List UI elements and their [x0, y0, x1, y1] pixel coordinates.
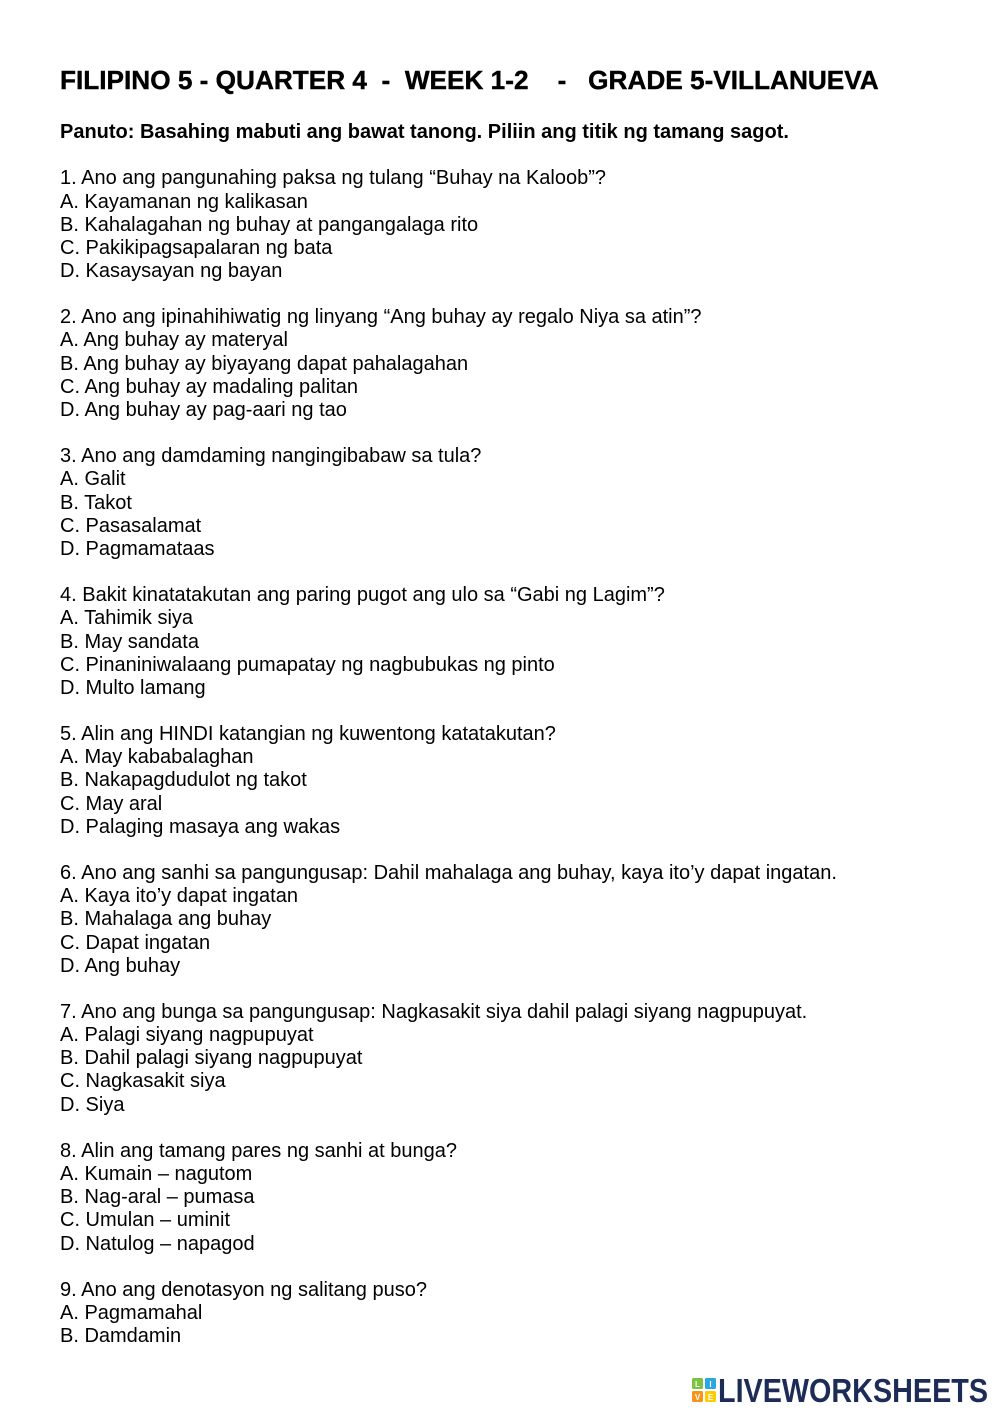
question-6-option-d[interactable]: D. Ang buhay — [60, 954, 181, 977]
worksheet-title: FILIPINO 5 - QUARTER 4 - WEEK 1-2 - GRADE 5-VILLANUEVA — [60, 65, 879, 95]
question-6 — [60, 862, 960, 978]
question-2-option-a[interactable]: A. Ang buhay ay materyal — [60, 329, 288, 352]
question-6-prompt: 6. Ano ang sanhi sa pangungusap: Dahil mahalaga ang buhay, kaya ito’y dapat ingatan. — [60, 862, 837, 885]
liveworksheets-logo[interactable] — [688, 1370, 992, 1408]
question-8 — [60, 1140, 960, 1256]
icon-letter-3: V — [694, 1392, 701, 1402]
question-3-option-a[interactable]: A. Galit — [60, 468, 126, 491]
question-5-option-b[interactable]: B. Nakapagdudulot ng takot — [60, 769, 307, 792]
question-7-option-a[interactable]: A. Palagi siyang nagpupuyat — [60, 1024, 314, 1047]
question-2-option-d[interactable]: D. Ang buhay ay pag-aari ng tao — [60, 398, 347, 421]
question-5-option-c[interactable]: C. May aral — [60, 792, 163, 815]
question-2-option-b[interactable]: B. Ang buhay ay biyayang dapat pahalagahan — [60, 352, 469, 375]
question-4-option-a[interactable]: A. Tahimik siya — [60, 607, 194, 630]
question-4-prompt: 4. Bakit kinatatakutan ang paring pugot ang ulo sa “Gabi ng Lagim”? — [60, 584, 665, 607]
question-2-option-c[interactable]: C. Ang buhay ay madaling palitan — [60, 375, 358, 398]
question-3 — [60, 445, 960, 561]
question-1-option-d[interactable]: D. Kasaysayan ng bayan — [60, 260, 283, 283]
liveworksheets-wordmark: LIVEWORKSHEETS — [718, 1372, 988, 1409]
liveworksheets-logo-graphic — [688, 1370, 992, 1408]
question-8-option-b[interactable]: B. Nag-aral – pumasa — [60, 1186, 255, 1209]
question-1-prompt: 1. Ano ang pangunahing paksa ng tulang “Buhay na Kaloob”? — [60, 167, 606, 190]
question-5-option-d[interactable]: D. Palaging masaya ang wakas — [60, 815, 341, 838]
question-4-option-d[interactable]: D. Multo lamang — [60, 676, 206, 699]
question-7-option-b[interactable]: B. Dahil palagi siyang nagpupuyat — [60, 1047, 363, 1070]
question-7-option-c[interactable]: C. Nagkasakit siya — [60, 1070, 226, 1093]
question-3-prompt: 3. Ano ang damdaming nangingibabaw sa tula? — [60, 445, 482, 468]
question-9 — [60, 1279, 960, 1348]
question-8-option-d[interactable]: D. Natulog – napagod — [60, 1232, 255, 1255]
question-6-option-b[interactable]: B. Mahalaga ang buhay — [60, 908, 272, 931]
icon-letter-4: E — [707, 1392, 714, 1402]
question-3-option-b[interactable]: B. Takot — [60, 491, 132, 514]
question-9-prompt: 9. Ano ang denotasyon ng salitang puso? — [60, 1278, 427, 1301]
question-7-option-d[interactable]: D. Siya — [60, 1093, 125, 1116]
question-3-option-c[interactable]: C. Pasasalamat — [60, 514, 202, 537]
question-5 — [60, 723, 960, 839]
question-1-option-c[interactable]: C. Pakikipagsapalaran ng bata — [60, 236, 333, 259]
question-7-prompt: 7. Ano ang bunga sa pangungusap: Nagkasakit siya dahil palagi siyang nagpupuyat. — [60, 1001, 808, 1024]
question-4 — [60, 584, 960, 700]
question-8-option-a[interactable]: A. Kumain – nagutom — [60, 1163, 253, 1186]
question-6-option-a[interactable]: A. Kaya ito’y dapat ingatan — [60, 885, 298, 908]
liveworksheets-icon — [692, 1378, 716, 1402]
question-1-option-b[interactable]: B. Kahalagahan ng buhay at pangangalaga rito — [60, 213, 479, 236]
question-8-prompt: 8. Alin ang tamang pares ng sanhi at bunga? — [60, 1139, 457, 1162]
question-9-option-a[interactable]: A. Pagmamahal — [60, 1302, 203, 1325]
question-2-prompt: 2. Ano ang ipinahihiwatig ng linyang “Ang buhay ay regalo Niya sa atin”? — [60, 306, 702, 329]
question-7 — [60, 1001, 960, 1117]
question-2 — [60, 306, 960, 422]
question-8-option-c[interactable]: C. Umulan – uminit — [60, 1209, 231, 1232]
icon-letter-1: L — [695, 1379, 700, 1389]
question-6-option-c[interactable]: C. Dapat ingatan — [60, 931, 211, 954]
question-4-option-c[interactable]: C. Pinaniniwalaang pumapatay ng nagbubukas ng pinto — [60, 653, 555, 676]
question-9-option-b[interactable]: B. Damdamin — [60, 1325, 182, 1348]
instructions: Panuto: Basahing mabuti ang bawat tanong. Piliin ang titik ng tamang sagot. — [60, 121, 789, 143]
question-1 — [60, 167, 960, 283]
question-list — [60, 167, 960, 1371]
question-4-option-b[interactable]: B. May sandata — [60, 630, 199, 653]
icon-letter-2: I — [709, 1379, 712, 1389]
question-5-prompt: 5. Alin ang HINDI katangian ng kuwentong katatakutan? — [60, 723, 556, 746]
question-5-option-a[interactable]: A. May kababalaghan — [60, 746, 254, 769]
question-3-option-d[interactable]: D. Pagmamataas — [60, 537, 215, 560]
question-1-option-a[interactable]: A. Kayamanan ng kalikasan — [60, 190, 308, 213]
